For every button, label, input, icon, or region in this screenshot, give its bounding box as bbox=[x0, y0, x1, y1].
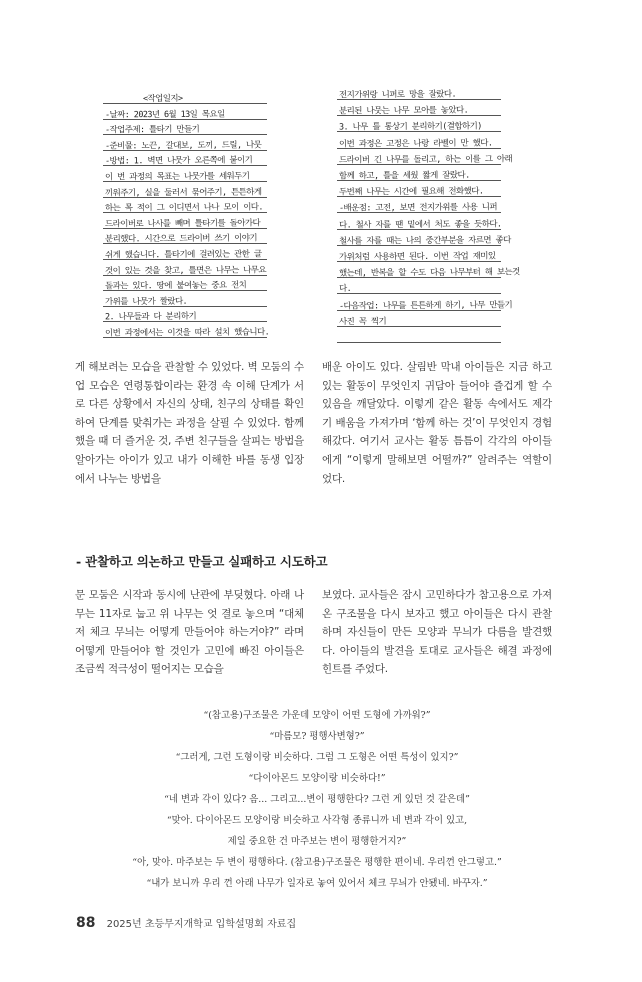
handwritten-line: -다음작업: 나무를 튼튼하게 하기, 나무 만들기 bbox=[338, 299, 513, 312]
ruled-line bbox=[103, 103, 267, 104]
handwritten-line: 이번 과정에서는 이것을 따라 설치 했습니다. bbox=[104, 327, 270, 339]
dialogue-line: “맞아. 다이아몬드 모양이랑 비슷하고 사각형 종류니까 네 변과 각이 있고, bbox=[166, 815, 468, 826]
handwritten-line: 두번째 나무는 시간에 필요해 전화했다. bbox=[338, 186, 484, 198]
dialogue-line: “아, 맞아. 마주보는 두 변이 평행하다. (참고용)구조물은 평행한 편이네. 우리껀 안그렇고.” bbox=[132, 857, 502, 868]
handwritten-line: -작업주제: 틀타기 만들기 bbox=[104, 124, 200, 136]
handwritten-line: 이번 과정은 고정은 나랑 라벨이 만 했다. bbox=[338, 138, 493, 150]
handwritten-line: 했는데, 반복을 할 수도 다음 나무부터 해 보는것 bbox=[338, 267, 520, 279]
handwritten-journal-right bbox=[337, 84, 520, 344]
handwritten-line: 전지가위랑 니퍼로 망을 잘랐다. bbox=[338, 89, 457, 101]
handwritten-line: -날짜: 2023년 6월 13일 목요일 bbox=[104, 109, 225, 121]
body-paragraph-2: 배운 아이도 있다. 살림반 막내 아이들은 지금 하고 있는 활동이 무엇인지 귀담아 들어야 즐겁게 할 수 있음을 깨달았다. 이렇게 같은 활동 속에서도 제각기 배움을 가져가며 ‘함께 하는 것’이 무엇인지 경험해갔다. 여기서 교사는 활동 틈틈이 각각의 아이들에게 “이렇게 말해보면 어떨까?” 알려주는 역할이었다. bbox=[322, 361, 552, 485]
handwritten-line: 다. 철사 자를 땐 밑에서 처도 좋을 듯하다. bbox=[338, 219, 502, 231]
page-number: 88 bbox=[76, 915, 96, 931]
dialogue-block bbox=[72, 705, 562, 894]
dialogue-line: “마름모? 평행사변형?” bbox=[269, 731, 365, 742]
handwritten-line: 분리된 나뭇는 나무 모아를 놓았다. bbox=[338, 105, 469, 117]
handwritten-line: <작업일지> bbox=[142, 93, 183, 105]
handwritten-line: 돌과는 있다. 땅에 붙여놓는 중요 전치 bbox=[104, 280, 247, 292]
handwritten-line: 가위를 나뭇가 짤랐다. bbox=[104, 296, 188, 308]
ruled-line bbox=[337, 293, 501, 294]
section-heading: - 관찰하고 의논하고 만들고 실패하고 시도하고 bbox=[76, 554, 328, 569]
handwritten-journal-left bbox=[103, 84, 270, 344]
dialogue-line: 제일 중요한 건 마주보는 변이 평행한거지?” bbox=[227, 836, 407, 847]
handwritten-line: 끼워주기, 실을 둘러서 묶어주기, 튼튼하게 bbox=[104, 187, 262, 199]
body-paragraph-3: 문 모둠은 시작과 동시에 난관에 부딪혔다. 아래 나무는 11자로 눕고 위 나무는 엇 결로 놓으며 “대체 저 체크 무늬는 어떻게 만들어야 하는거야?” 라며 어떻게 만들어야 할 것인가 고민에 빠진 아이들은 조금씩 적극성이 떨어지는 모습을 bbox=[75, 589, 304, 676]
body-paragraph-4: 보였다. 교사들은 잠시 고민하다가 참고용으로 가져온 구조물을 다시 보자고 했고 아이들은 다시 관찰하며 자신들이 만든 모양과 무늬가 다름을 발견했다. 아이들의 발견을 토대로 교사들은 해결 과정에 힌트를 주었다. bbox=[322, 589, 552, 676]
footer-title: 2025년 초등무지개학교 입학설명회 자료집 bbox=[106, 919, 297, 930]
handwritten-line: -배운점: 고전, 보면 전지가위를 사용 니퍼 bbox=[338, 202, 497, 214]
handwritten-line: -방법: 1. 벽면 나뭇가 오른쪽에 붙이기 bbox=[104, 155, 253, 167]
handwritten-line: 가위처럼 사용하면 된다. 이번 작업 재미있 bbox=[338, 251, 496, 263]
dialogue-line: “그러게, 그런 도형이랑 비슷하다. 그럼 그 도형은 어떤 특성이 있지?” bbox=[175, 752, 459, 763]
handwritten-line: 3. 나무 틀 통상기 분리하기(결합하기) bbox=[338, 121, 482, 133]
handwritten-line: 드라이버 긴 나무를 돌리고, 하는 이를 그 아래 bbox=[338, 154, 513, 166]
dialogue-line: “다이아몬드 모양이랑 비슷하다!” bbox=[248, 773, 386, 784]
body-paragraph-1: 게 해보려는 모습을 관찰할 수 있었다. 벽 모둠의 수업 모습은 연령통합이라는 환경 속 이해 단계가 서로 다른 상황에서 자신의 상태, 친구의 상태를 확인하여 단계를 맞춰가는 과정을 살필 수 있었다. 함께했을 때 더 즐거운 것, 주변 친구들을 살피는 방법을 알아가는 아이가 있고 내가 이해한 바를 동생 입장에서 나누는 방법을 bbox=[75, 361, 304, 485]
handwritten-line: 2. 나무들과 다 분리하기 bbox=[104, 312, 197, 323]
dialogue-line: “내가 보니까 우리 껀 아래 나무가 일자로 놓여 있어서 체크 무늬가 안됐네. 바꾸자.” bbox=[146, 878, 488, 889]
page-footer bbox=[76, 912, 296, 931]
handwritten-line: 함께 하고, 틀을 세웠 짧게 잘랐다. bbox=[338, 170, 470, 182]
handwritten-line: 철사를 자를 때는 나의 중간부분을 자르면 좋다 bbox=[338, 235, 511, 247]
handwritten-line: 다. bbox=[338, 284, 352, 295]
dialogue-line: “네 변과 각이 있다? 음... 그리고...변이 평행한다? 그런 게 있던 것 같은데” bbox=[164, 794, 470, 805]
handwritten-line: 분리했다. 시간으로 드라이버 쓰기 이야기 bbox=[104, 233, 258, 245]
handwritten-line: -준비물: 노끈, 갈대보, 도끼, 드릴, 나뭇 bbox=[104, 140, 262, 152]
dialogue-line: “(참고용)구조물은 가운데 모양이 어떤 도형에 가까워?” bbox=[203, 710, 431, 721]
handwritten-line: 사진 꼭 찍기 bbox=[338, 316, 387, 327]
handwritten-line: 드라이버로 나사를 빼며 틀타기를 돌아가다 bbox=[104, 218, 261, 230]
ruled-line bbox=[337, 342, 501, 343]
handwritten-line: 이 번 과정의 목표는 나뭇가를 세워두기 bbox=[104, 171, 250, 183]
handwritten-line: 하는 목 적이 그 이디면서 나나 모이 이다. bbox=[104, 202, 263, 214]
handwritten-line: 쉬게 했습니다. 틀타기에 걸려있는 관한 글 bbox=[104, 249, 262, 261]
handwritten-line: 것이 있는 것을 찾고, 틀면은 나무는 나무요 bbox=[104, 265, 267, 277]
